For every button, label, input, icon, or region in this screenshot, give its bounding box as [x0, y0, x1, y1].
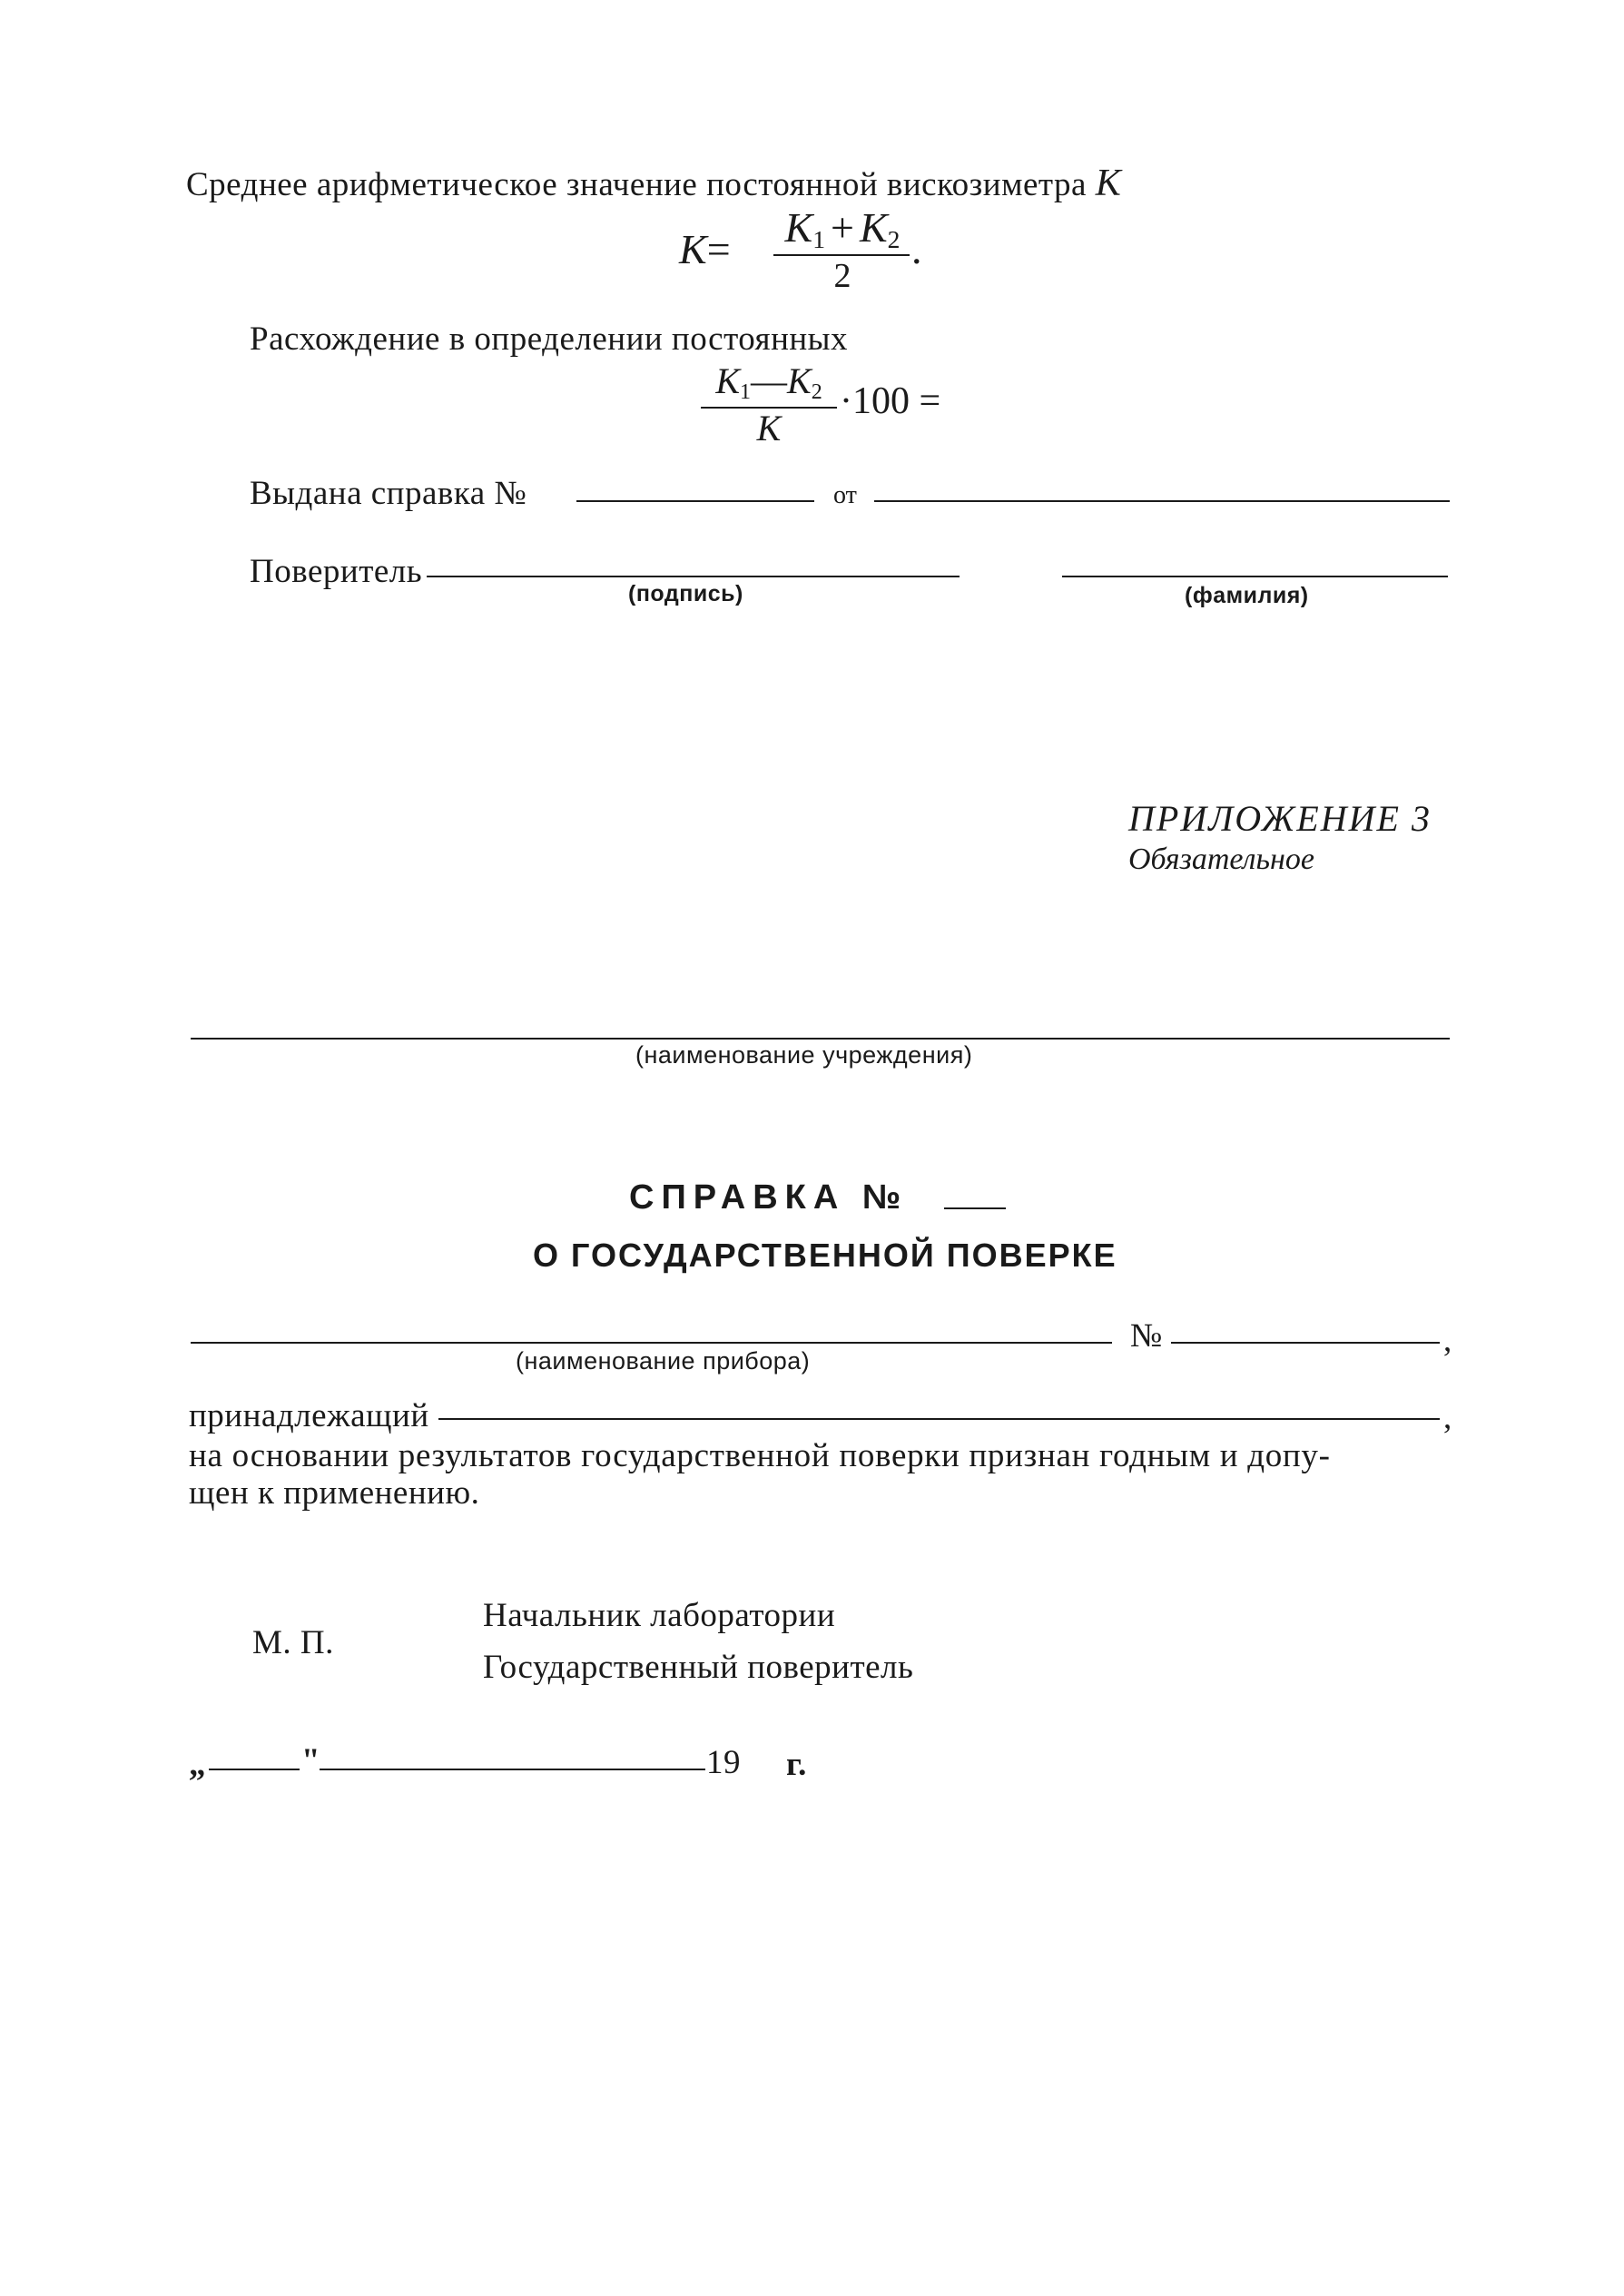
divergence-formula-tail: ·100 = — [840, 380, 941, 422]
issued-number-line — [576, 500, 814, 502]
date-day-line — [209, 1769, 300, 1770]
belonging-label: принадлежащий — [189, 1397, 429, 1434]
mean-formula-period: . — [911, 226, 922, 272]
mean-formula-denominator: 2 — [833, 257, 851, 295]
mean-formula: K= — [679, 226, 731, 272]
verifier-surname-line — [1062, 576, 1448, 577]
device-comma: , — [1443, 1322, 1452, 1359]
divergence-formula-numerator: $K_1—K_2$ — [715, 360, 822, 404]
stamp-place: М. П. — [252, 1624, 334, 1661]
date-month-line — [320, 1769, 705, 1770]
institution-line — [191, 1038, 1450, 1040]
device-name-line — [191, 1342, 1112, 1344]
date-close-quote: " — [301, 1742, 321, 1779]
state-verifier-label: Государственный поверитель — [483, 1649, 914, 1686]
appendix-title: ПРИЛОЖЕНИЕ 3 — [1128, 798, 1432, 839]
issued-date-line — [874, 500, 1450, 502]
divergence-formula-denominator: K — [756, 408, 782, 448]
date-year-suffix: г. — [786, 1746, 807, 1783]
surname-caption: (фамилия) — [1185, 583, 1309, 608]
issued-label: Выдана справка № — [250, 475, 527, 512]
certificate-subheading: О ГОСУДАРСТВЕННОЙ ПОВЕРКЕ — [533, 1237, 1117, 1274]
appendix-subtitle: Обязательное — [1128, 843, 1314, 876]
body-line-2: щен к применению. — [189, 1474, 480, 1512]
lab-head-label: Начальник лаборатории — [483, 1597, 836, 1634]
certificate-number-line — [944, 1207, 1006, 1209]
signature-caption: (подпись) — [628, 581, 743, 606]
device-caption: (наименование прибора) — [516, 1347, 811, 1375]
divergence-text: Расхождение в определении постоянных — [250, 320, 849, 358]
date-open-quote: „ — [189, 1746, 206, 1783]
certificate-heading: СПРАВКА № — [629, 1178, 909, 1217]
institution-caption: (наименование учреждения) — [635, 1041, 973, 1069]
device-number-sign: № — [1130, 1317, 1163, 1355]
mean-value-text: Среднее арифметическое значение постоянной вискозиметра K — [186, 163, 1122, 204]
belonging-comma: , — [1443, 1399, 1452, 1436]
belonging-line — [438, 1418, 1440, 1420]
date-year-prefix: 19 — [706, 1744, 741, 1781]
body-line-1: на основании результатов государственной поверки признан годным и допу- — [189, 1437, 1331, 1474]
issued-from-label: от — [833, 481, 857, 509]
mean-formula-numerator: $K_1 + K_2$ — [784, 204, 901, 253]
device-number-line — [1171, 1342, 1440, 1344]
verifier-label: Поверитель — [250, 553, 423, 590]
verifier-signature-line — [427, 576, 960, 577]
